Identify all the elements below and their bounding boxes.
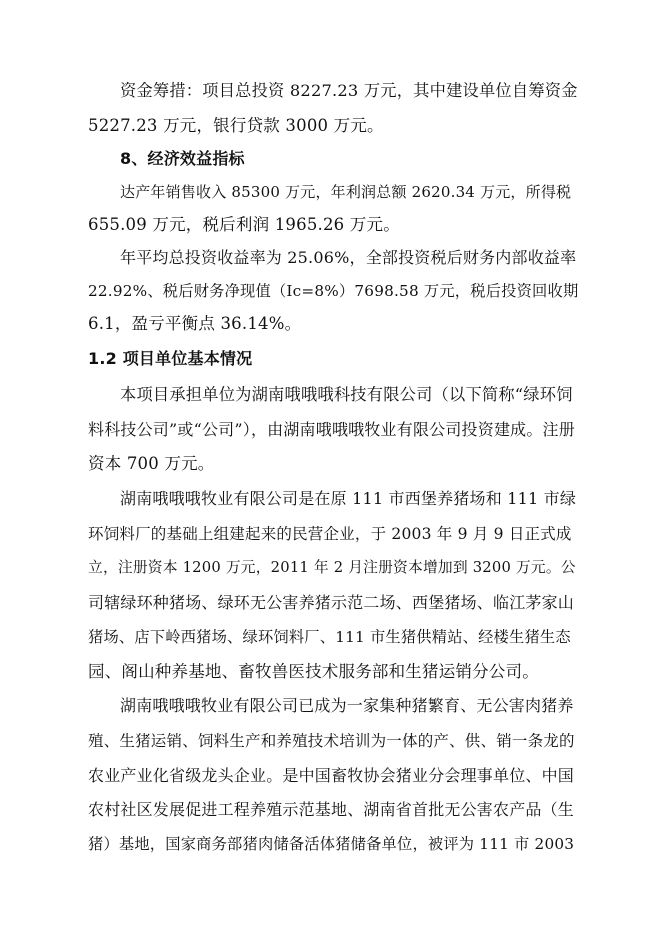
section-8-p2-line-2: 22.92%、税后财务净现值（Ic=8%）7698.58 万元，税后投资回收期 <box>88 282 579 300</box>
section-8-heading: 8、经济效益指标 <box>120 149 245 168</box>
section-1-2-p2-line-5: 猪场、店下岭西猪场、绿环饲料厂、111 市生猪供精站、经楼生猪生态 <box>88 628 571 646</box>
section-1-2-p3-line-2: 殖、生猪运销、饲料生产和养殖技术培训为一体的产、供、销一条龙的 <box>88 732 575 750</box>
section-1-2-p2-line-4: 司辖绿环种猪场、绿环无公害养猪示范二场、西堡猪场、临江茅家山 <box>88 593 575 612</box>
section-1-2-p2-line-3: 立，注册资本 1200 万元，2011 年 2 月注册资本增加到 3200 万元。公 <box>88 559 576 576</box>
section-1-2-p2-line-6: 园、阁山种养基地、畜牧兽医技术服务部和生猪运销分公司。 <box>88 662 539 681</box>
section-1-2-heading: 1.2 项目单位基本情况 <box>88 349 253 368</box>
section-1-2-p3-line-5: 猪）基地，国家商务部猪肉储备活体猪储备单位，被评为 111 市 2003 <box>88 835 575 853</box>
section-8-p1-line-2: 655.09 万元，税后利润 1965.26 万元。 <box>88 215 400 234</box>
section-8-p1-line-1: 达产年销售收入 85300 万元，年利润总额 2620.34 万元，所得税 <box>120 183 572 201</box>
section-1-2-p3-line-1: 湖南哦哦哦牧业有限公司已成为一家集种猪繁育、无公害肉猪养 <box>120 696 574 715</box>
section-1-2-p3-line-4: 农村社区发展促进工程养殖示范基地、湖南省首批无公害农产品（生 <box>88 800 575 819</box>
section-8-p2-line-3: 6.1，盈亏平衡点 36.14%。 <box>88 314 302 333</box>
section-1-2-p2-line-2: 环饲料厂的基础上组建起来的民营企业，于 2003 年 9 月 9 日正式成 <box>88 525 572 543</box>
section-1-2-p2-line-1: 湖南哦哦哦牧业有限公司是在原 111 市西堡养猪场和 111 市绿 <box>120 489 577 508</box>
section-1-2-p1-line-3: 资本 700 万元。 <box>88 454 215 473</box>
section-1-2-p1-line-2: 料科技公司”或“公司”），由湖南哦哦哦牧业有限公司投资建成。注册 <box>88 420 575 439</box>
section-1-2-p3-line-3: 农业产业化省级龙头企业。是中国畜牧协会猪业分会理事单位、中国 <box>88 766 575 785</box>
funding-line-2: 5227.23 万元，银行贷款 3000 万元。 <box>88 116 384 135</box>
section-8-p2-line-1: 年平均总投资收益率为 25.06%，全部投资税后财务内部收益率 <box>120 248 577 267</box>
section-1-2-p1-line-1: 本项目承担单位为湖南哦哦哦科技有限公司（以下简称“绿环饲 <box>120 385 573 404</box>
funding-line-1: 资金筹措：项目总投资 8227.23 万元，其中建设单位自筹资金 <box>120 81 578 100</box>
